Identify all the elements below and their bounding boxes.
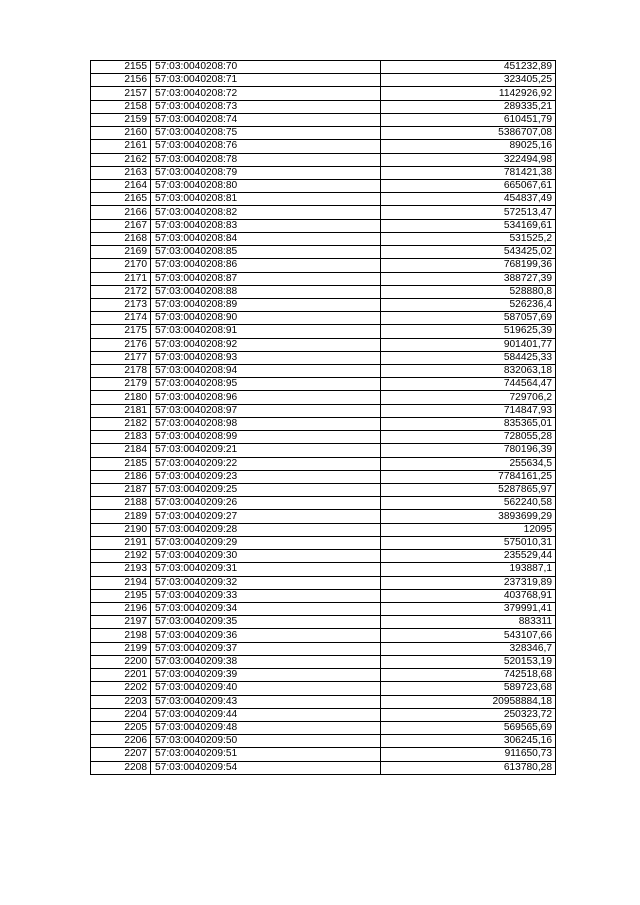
cadastral-number-cell: 57:03:0040209:35 bbox=[151, 616, 381, 629]
cadastral-number-cell: 57:03:0040208:99 bbox=[151, 431, 381, 444]
value-cell: 528880,8 bbox=[381, 285, 556, 298]
cadastral-number-cell: 57:03:0040208:80 bbox=[151, 179, 381, 192]
cadastral-number-cell: 57:03:0040209:21 bbox=[151, 444, 381, 457]
value-cell: 306245,16 bbox=[381, 735, 556, 748]
row-number-cell: 2161 bbox=[91, 140, 151, 153]
table-row bbox=[91, 470, 556, 483]
value-cell: 901401,77 bbox=[381, 338, 556, 351]
value-cell: 322494,98 bbox=[381, 153, 556, 166]
table-row bbox=[91, 417, 556, 430]
value-cell: 911650,73 bbox=[381, 748, 556, 761]
cadastral-number-cell: 57:03:0040208:86 bbox=[151, 259, 381, 272]
row-number-cell: 2204 bbox=[91, 708, 151, 721]
table-row bbox=[91, 444, 556, 457]
row-number-cell: 2186 bbox=[91, 470, 151, 483]
value-cell: 451232,89 bbox=[381, 61, 556, 74]
value-cell: 193887,1 bbox=[381, 563, 556, 576]
table-row bbox=[91, 589, 556, 602]
cadastral-number-cell: 57:03:0040208:87 bbox=[151, 272, 381, 285]
table-row bbox=[91, 206, 556, 219]
cadastral-number-cell: 57:03:0040209:28 bbox=[151, 523, 381, 536]
row-number-cell: 2173 bbox=[91, 298, 151, 311]
row-number-cell: 2192 bbox=[91, 550, 151, 563]
table-row bbox=[91, 74, 556, 87]
cadastral-number-cell: 57:03:0040209:31 bbox=[151, 563, 381, 576]
cadastral-number-cell: 57:03:0040209:51 bbox=[151, 748, 381, 761]
value-cell: 379991,41 bbox=[381, 602, 556, 615]
table-row bbox=[91, 113, 556, 126]
row-number-cell: 2172 bbox=[91, 285, 151, 298]
value-cell: 328346,7 bbox=[381, 642, 556, 655]
row-number-cell: 2189 bbox=[91, 510, 151, 523]
cadastral-number-cell: 57:03:0040208:93 bbox=[151, 351, 381, 364]
table-row bbox=[91, 576, 556, 589]
value-cell: 403768,91 bbox=[381, 589, 556, 602]
cadastral-number-cell: 57:03:0040209:36 bbox=[151, 629, 381, 642]
cadastral-number-cell: 57:03:0040209:23 bbox=[151, 470, 381, 483]
table-row bbox=[91, 523, 556, 536]
value-cell: 781421,38 bbox=[381, 166, 556, 179]
table-row bbox=[91, 602, 556, 615]
cadastral-number-cell: 57:03:0040208:88 bbox=[151, 285, 381, 298]
value-cell: 519625,39 bbox=[381, 325, 556, 338]
row-number-cell: 2208 bbox=[91, 761, 151, 774]
cadastral-number-cell: 57:03:0040208:78 bbox=[151, 153, 381, 166]
row-number-cell: 2205 bbox=[91, 721, 151, 734]
table-row bbox=[91, 721, 556, 734]
cadastral-number-cell: 57:03:0040209:25 bbox=[151, 484, 381, 497]
cadastral-number-cell: 57:03:0040208:92 bbox=[151, 338, 381, 351]
row-number-cell: 2187 bbox=[91, 484, 151, 497]
row-number-cell: 2201 bbox=[91, 669, 151, 682]
row-number-cell: 2178 bbox=[91, 365, 151, 378]
row-number-cell: 2193 bbox=[91, 563, 151, 576]
value-cell: 665067,61 bbox=[381, 179, 556, 192]
row-number-cell: 2165 bbox=[91, 193, 151, 206]
table-row bbox=[91, 616, 556, 629]
row-number-cell: 2175 bbox=[91, 325, 151, 338]
value-cell: 1142926,92 bbox=[381, 87, 556, 100]
cadastral-number-cell: 57:03:0040209:30 bbox=[151, 550, 381, 563]
cadastral-number-cell: 57:03:0040209:39 bbox=[151, 669, 381, 682]
table-row bbox=[91, 510, 556, 523]
cadastral-number-cell: 57:03:0040208:94 bbox=[151, 365, 381, 378]
row-number-cell: 2163 bbox=[91, 166, 151, 179]
cadastral-number-cell: 57:03:0040209:22 bbox=[151, 457, 381, 470]
value-cell: 729706,2 bbox=[381, 391, 556, 404]
cadastral-number-cell: 57:03:0040208:90 bbox=[151, 312, 381, 325]
value-cell: 20958884,18 bbox=[381, 695, 556, 708]
cadastral-number-cell: 57:03:0040209:40 bbox=[151, 682, 381, 695]
value-cell: 584425,33 bbox=[381, 351, 556, 364]
table-row bbox=[91, 127, 556, 140]
value-cell: 235529,44 bbox=[381, 550, 556, 563]
table-row bbox=[91, 325, 556, 338]
table-row bbox=[91, 351, 556, 364]
table-row bbox=[91, 259, 556, 272]
cadastral-number-cell: 57:03:0040209:26 bbox=[151, 497, 381, 510]
row-number-cell: 2174 bbox=[91, 312, 151, 325]
row-number-cell: 2184 bbox=[91, 444, 151, 457]
row-number-cell: 2197 bbox=[91, 616, 151, 629]
value-cell: 832063,18 bbox=[381, 365, 556, 378]
value-cell: 728055,28 bbox=[381, 431, 556, 444]
cadastral-number-cell: 57:03:0040208:79 bbox=[151, 166, 381, 179]
table-body bbox=[91, 61, 556, 775]
cadastral-number-cell: 57:03:0040208:85 bbox=[151, 246, 381, 259]
table-row bbox=[91, 404, 556, 417]
table-row bbox=[91, 338, 556, 351]
table-row bbox=[91, 695, 556, 708]
table-row bbox=[91, 298, 556, 311]
row-number-cell: 2199 bbox=[91, 642, 151, 655]
table-row bbox=[91, 272, 556, 285]
cadastral-number-cell: 57:03:0040208:82 bbox=[151, 206, 381, 219]
row-number-cell: 2202 bbox=[91, 682, 151, 695]
value-cell: 237319,89 bbox=[381, 576, 556, 589]
cadastral-number-cell: 57:03:0040208:71 bbox=[151, 74, 381, 87]
table-row bbox=[91, 642, 556, 655]
value-cell: 572513,47 bbox=[381, 206, 556, 219]
cadastral-number-cell: 57:03:0040209:50 bbox=[151, 735, 381, 748]
row-number-cell: 2156 bbox=[91, 74, 151, 87]
table-row bbox=[91, 536, 556, 549]
table-row bbox=[91, 179, 556, 192]
row-number-cell: 2196 bbox=[91, 602, 151, 615]
cadastral-number-cell: 57:03:0040208:96 bbox=[151, 391, 381, 404]
table-row bbox=[91, 550, 556, 563]
row-number-cell: 2190 bbox=[91, 523, 151, 536]
row-number-cell: 2207 bbox=[91, 748, 151, 761]
row-number-cell: 2188 bbox=[91, 497, 151, 510]
value-cell: 883311 bbox=[381, 616, 556, 629]
value-cell: 744564,47 bbox=[381, 378, 556, 391]
value-cell: 610451,79 bbox=[381, 113, 556, 126]
value-cell: 575010,31 bbox=[381, 536, 556, 549]
row-number-cell: 2180 bbox=[91, 391, 151, 404]
row-number-cell: 2183 bbox=[91, 431, 151, 444]
cadastral-number-cell: 57:03:0040208:72 bbox=[151, 87, 381, 100]
table-row bbox=[91, 246, 556, 259]
row-number-cell: 2182 bbox=[91, 417, 151, 430]
row-number-cell: 2166 bbox=[91, 206, 151, 219]
row-number-cell: 2171 bbox=[91, 272, 151, 285]
row-number-cell: 2167 bbox=[91, 219, 151, 232]
table-row bbox=[91, 708, 556, 721]
value-cell: 520153,19 bbox=[381, 655, 556, 668]
cadastral-number-cell: 57:03:0040208:84 bbox=[151, 232, 381, 245]
value-cell: 589723,68 bbox=[381, 682, 556, 695]
cadastral-number-cell: 57:03:0040208:91 bbox=[151, 325, 381, 338]
cadastral-number-cell: 57:03:0040208:98 bbox=[151, 417, 381, 430]
value-cell: 454837,49 bbox=[381, 193, 556, 206]
value-cell: 714847,93 bbox=[381, 404, 556, 417]
cadastral-number-cell: 57:03:0040208:81 bbox=[151, 193, 381, 206]
row-number-cell: 2185 bbox=[91, 457, 151, 470]
cadastral-number-cell: 57:03:0040209:43 bbox=[151, 695, 381, 708]
table-row bbox=[91, 563, 556, 576]
value-cell: 526236,4 bbox=[381, 298, 556, 311]
data-table bbox=[90, 60, 556, 775]
value-cell: 255634,5 bbox=[381, 457, 556, 470]
table-row bbox=[91, 61, 556, 74]
row-number-cell: 2164 bbox=[91, 179, 151, 192]
value-cell: 3893699,29 bbox=[381, 510, 556, 523]
cadastral-number-cell: 57:03:0040208:74 bbox=[151, 113, 381, 126]
table-row bbox=[91, 484, 556, 497]
row-number-cell: 2155 bbox=[91, 61, 151, 74]
cadastral-number-cell: 57:03:0040208:75 bbox=[151, 127, 381, 140]
value-cell: 587057,69 bbox=[381, 312, 556, 325]
cadastral-number-cell: 57:03:0040208:97 bbox=[151, 404, 381, 417]
table-row bbox=[91, 378, 556, 391]
value-cell: 742518,68 bbox=[381, 669, 556, 682]
row-number-cell: 2194 bbox=[91, 576, 151, 589]
cadastral-number-cell: 57:03:0040209:32 bbox=[151, 576, 381, 589]
cadastral-number-cell: 57:03:0040208:95 bbox=[151, 378, 381, 391]
row-number-cell: 2169 bbox=[91, 246, 151, 259]
row-number-cell: 2191 bbox=[91, 536, 151, 549]
row-number-cell: 2162 bbox=[91, 153, 151, 166]
cadastral-number-cell: 57:03:0040208:83 bbox=[151, 219, 381, 232]
table-row bbox=[91, 629, 556, 642]
row-number-cell: 2176 bbox=[91, 338, 151, 351]
value-cell: 543425,02 bbox=[381, 246, 556, 259]
table-row bbox=[91, 140, 556, 153]
row-number-cell: 2198 bbox=[91, 629, 151, 642]
cadastral-number-cell: 57:03:0040208:70 bbox=[151, 61, 381, 74]
cadastral-number-cell: 57:03:0040209:33 bbox=[151, 589, 381, 602]
value-cell: 250323,72 bbox=[381, 708, 556, 721]
table-row bbox=[91, 312, 556, 325]
value-cell: 289335,21 bbox=[381, 100, 556, 113]
table-row bbox=[91, 365, 556, 378]
table-row bbox=[91, 735, 556, 748]
row-number-cell: 2179 bbox=[91, 378, 151, 391]
row-number-cell: 2181 bbox=[91, 404, 151, 417]
value-cell: 89025,16 bbox=[381, 140, 556, 153]
row-number-cell: 2158 bbox=[91, 100, 151, 113]
table-row bbox=[91, 669, 556, 682]
cadastral-number-cell: 57:03:0040208:76 bbox=[151, 140, 381, 153]
table-row bbox=[91, 100, 556, 113]
cadastral-number-cell: 57:03:0040208:73 bbox=[151, 100, 381, 113]
value-cell: 768199,36 bbox=[381, 259, 556, 272]
table-row bbox=[91, 153, 556, 166]
value-cell: 5287865,97 bbox=[381, 484, 556, 497]
row-number-cell: 2203 bbox=[91, 695, 151, 708]
cadastral-number-cell: 57:03:0040209:37 bbox=[151, 642, 381, 655]
value-cell: 780196,39 bbox=[381, 444, 556, 457]
table-row bbox=[91, 219, 556, 232]
row-number-cell: 2160 bbox=[91, 127, 151, 140]
value-cell: 569565,69 bbox=[381, 721, 556, 734]
row-number-cell: 2168 bbox=[91, 232, 151, 245]
value-cell: 388727,39 bbox=[381, 272, 556, 285]
table-row bbox=[91, 655, 556, 668]
table-row bbox=[91, 87, 556, 100]
cadastral-number-cell: 57:03:0040209:54 bbox=[151, 761, 381, 774]
value-cell: 323405,25 bbox=[381, 74, 556, 87]
table-row bbox=[91, 761, 556, 774]
cadastral-number-cell: 57:03:0040209:48 bbox=[151, 721, 381, 734]
table-row bbox=[91, 391, 556, 404]
row-number-cell: 2206 bbox=[91, 735, 151, 748]
table-row bbox=[91, 232, 556, 245]
table-row bbox=[91, 682, 556, 695]
cadastral-number-cell: 57:03:0040209:34 bbox=[151, 602, 381, 615]
value-cell: 534169,61 bbox=[381, 219, 556, 232]
cadastral-number-cell: 57:03:0040209:38 bbox=[151, 655, 381, 668]
table-row bbox=[91, 457, 556, 470]
table-row bbox=[91, 166, 556, 179]
value-cell: 613780,28 bbox=[381, 761, 556, 774]
row-number-cell: 2177 bbox=[91, 351, 151, 364]
row-number-cell: 2200 bbox=[91, 655, 151, 668]
cadastral-number-cell: 57:03:0040209:44 bbox=[151, 708, 381, 721]
row-number-cell: 2170 bbox=[91, 259, 151, 272]
value-cell: 531525,2 bbox=[381, 232, 556, 245]
value-cell: 7784161,25 bbox=[381, 470, 556, 483]
value-cell: 562240,58 bbox=[381, 497, 556, 510]
value-cell: 543107,66 bbox=[381, 629, 556, 642]
table-row bbox=[91, 497, 556, 510]
table-row bbox=[91, 748, 556, 761]
row-number-cell: 2195 bbox=[91, 589, 151, 602]
table-row bbox=[91, 285, 556, 298]
row-number-cell: 2159 bbox=[91, 113, 151, 126]
value-cell: 835365,01 bbox=[381, 417, 556, 430]
value-cell: 5386707,08 bbox=[381, 127, 556, 140]
cadastral-number-cell: 57:03:0040209:29 bbox=[151, 536, 381, 549]
value-cell: 12095 bbox=[381, 523, 556, 536]
table-row bbox=[91, 193, 556, 206]
cadastral-number-cell: 57:03:0040209:27 bbox=[151, 510, 381, 523]
row-number-cell: 2157 bbox=[91, 87, 151, 100]
table-row bbox=[91, 431, 556, 444]
cadastral-number-cell: 57:03:0040208:89 bbox=[151, 298, 381, 311]
